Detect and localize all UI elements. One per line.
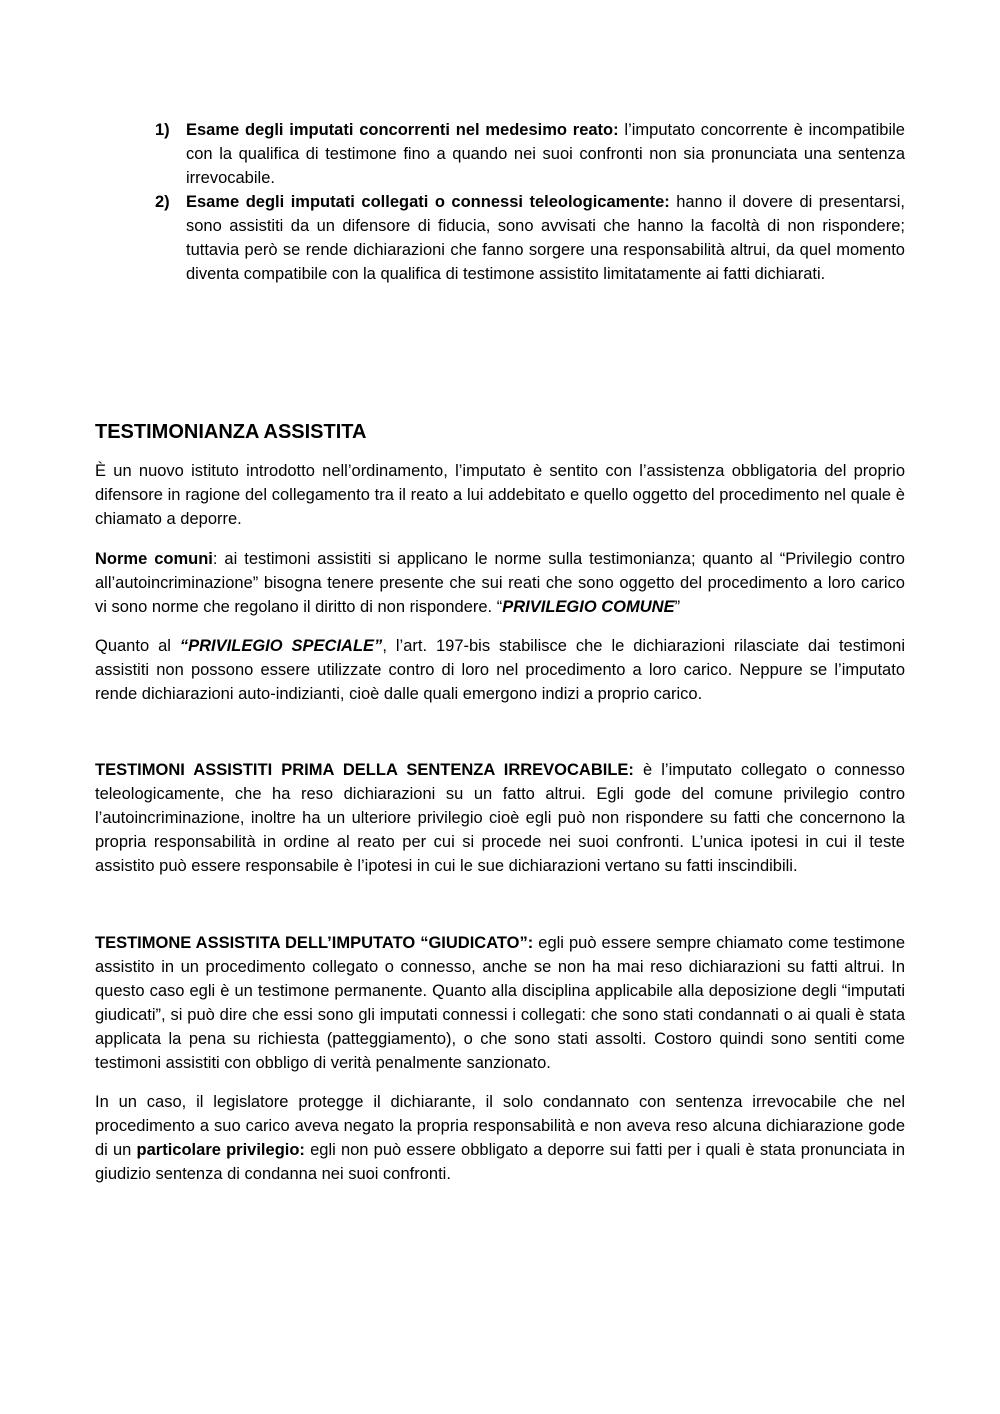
section-heading: TESTIMONIANZA ASSISTITA <box>95 421 367 443</box>
paragraph-text: egli può essere sempre chiamato come testimone assistito in un procedimento collegato o connesso, anche se non ha mai reso dichiarazioni su fatti altrui. In questo caso egli è un testimone permanente. Quanto alla disciplina applicabile alla deposizione degli “imputati giudicati”, si può dire che essi sono gli imputati connessi i collegati: che sono stati condannati o ai quali è stata applicata la pena su richiesta (patteggiamento), o che sono stati assolti. Costoro quindi sono sentiti come testimoni assistiti con obbligo di verità penalmente sanzionato. <box>95 934 905 1072</box>
list-item-title: Esame degli imputati concorrenti nel medesimo reato: <box>186 121 619 139</box>
list-number: 1) <box>155 121 170 139</box>
paragraph-bold-lead: TESTIMONI ASSISTITI PRIMA DELLA SENTENZA IRREVOCABILE: <box>95 761 634 779</box>
paragraph-intro <box>95 459 905 531</box>
paragraph-text: , l’art. 197-bis stabilisce che le dichiarazioni rilasciate dai testimoni assistiti non possono essere utilizzate contro di loro nel procedimento a loro carico. Neppure se l’imputato rende dichiarazioni auto-indizianti, cioè dalle quali emergono indizi a proprio carico. <box>95 637 905 703</box>
list-number: 2) <box>155 193 170 211</box>
paragraph-bold-phrase: particolare privilegio: <box>136 1141 305 1159</box>
paragraph-emphasis: “PRIVILEGIO SPECIALE” <box>179 637 383 655</box>
paragraph-imputato-giudicato <box>95 931 905 1075</box>
paragraph-particolare-privilegio <box>95 1090 905 1186</box>
paragraph-text: : ai testimoni assistiti si applicano le norme sulla testimonianza; quanto al “Privilegio contro all’autoincriminazione” bisogna tenere presente che sui reati che sono oggetto del procedimento a loro carico vi sono norme che regolano il diritto di non rispondere. “ <box>95 550 905 616</box>
list-item <box>155 118 905 190</box>
paragraph-testimoni-assistiti <box>95 758 905 878</box>
paragraph-text: è l’imputato collegato o connesso teleologicamente, che ha reso dichiarazioni su un fatto altrui. Egli gode del comune privilegio contro l’autoincriminazione, inoltre ha un ulteriore privilegio cioè egli può non rispondere su fatti che concernono la propria responsabilità in ordine al reato per cui si procede nei suoi confronti. L’unica ipotesi in cui il teste assistito può essere responsabile è l’ipotesi in cui le sue dichiarazioni vertano su fatti inscindibili. <box>95 761 905 875</box>
paragraph-bold-lead: TESTIMONE ASSISTITA DELL’IMPUTATO “GIUDICATO”: <box>95 934 534 952</box>
paragraph-text: egli non può essere obbligato a deporre sui fatti per i quali è stata pronunciata in giudizio sentenza di condanna nei suoi confronti. <box>95 1141 906 1183</box>
numbered-list <box>155 118 905 286</box>
list-item-text: l’imputato concorrente è incompatibile con la qualifica di testimone fino a quando nei suoi confronti non sia pronunciata una sentenza irrevocabile. <box>186 121 905 187</box>
paragraph-text-end: ” <box>674 598 681 616</box>
paragraph-norme-comuni <box>95 547 905 619</box>
paragraph-bold-lead: Norme comuni <box>95 550 213 568</box>
list-item <box>155 190 905 286</box>
paragraph-text-start: In un caso, il legislatore protegge il dichiarante, il solo condannato con sentenza irrevocabile che nel procedimento a suo carico aveva negato la propria responsabilità e non aveva reso alcuna dichiarazione gode di un <box>95 1093 905 1159</box>
list-item-text: hanno il dovere di presentarsi, sono assistiti da un difensore di fiducia, sono avvisati che hanno la facoltà di non rispondere; tuttavia però se rende dichiarazioni che fanno sorgere una responsabilità altrui, da quel momento diventa compatibile con la qualifica di testimone assistito limitatamente ai fatti dichiarati. <box>186 193 906 283</box>
paragraph-text-start: Quanto al <box>95 637 180 655</box>
paragraph-text: È un nuovo istituto introdotto nell’ordinamento, l’imputato è sentito con l’assistenza obbligatoria del proprio difensore in ragione del collegamento tra il reato a lui addebitato e quello oggetto del procedimento nel quale è chiamato a deporre. <box>95 462 905 528</box>
list-item-title: Esame degli imputati collegati o connessi teleologicamente: <box>186 193 670 211</box>
paragraph-privilegio-speciale <box>95 634 905 706</box>
paragraph-emphasis: PRIVILEGIO COMUNE <box>502 598 675 616</box>
